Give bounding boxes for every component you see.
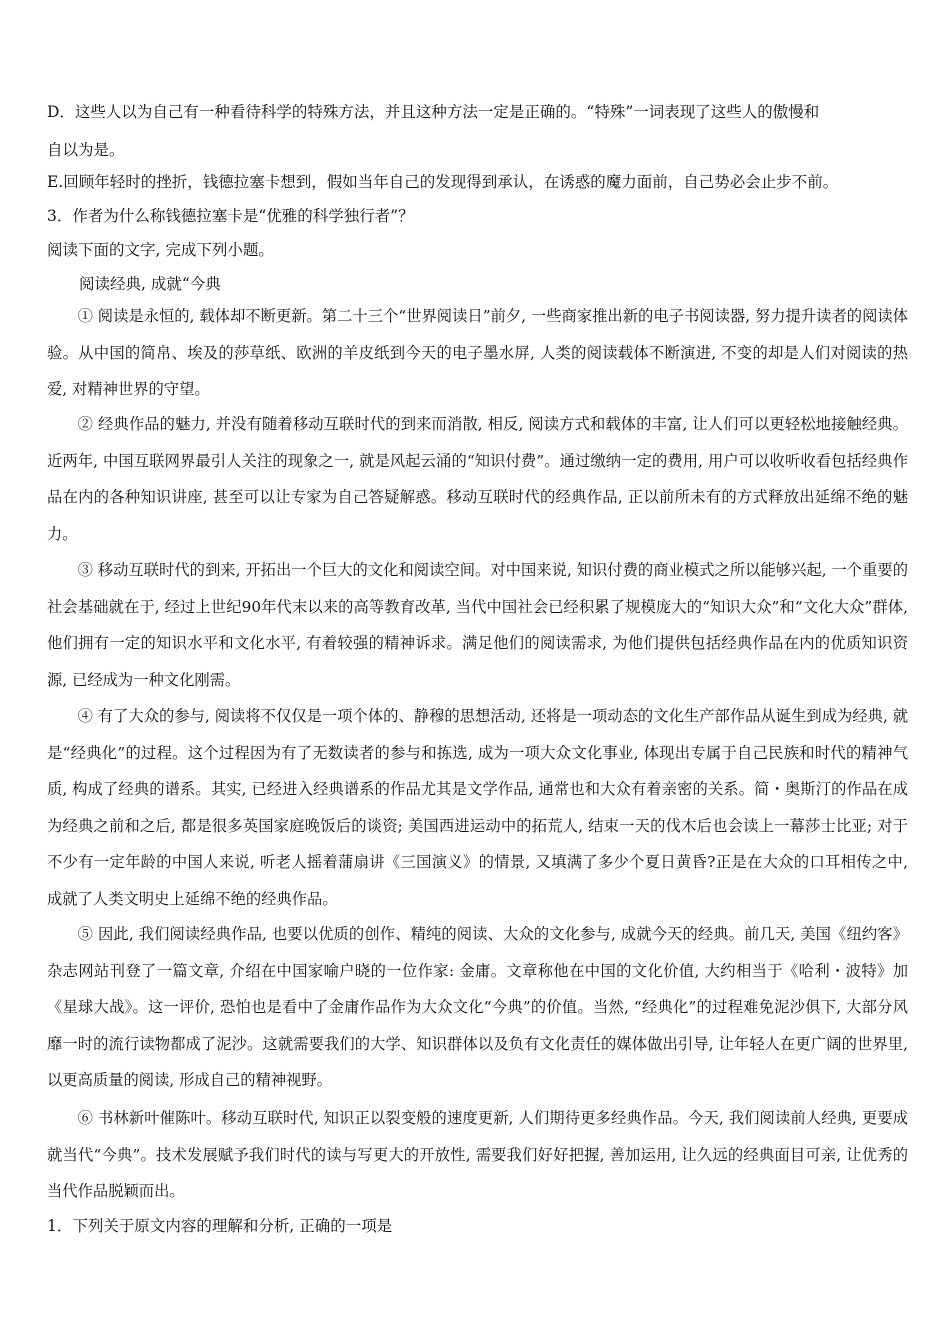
- question-1: 1．下列关于原文内容的理解和分析, 正确的一项是: [47, 1217, 393, 1235]
- article-paragraph-1: ① 阅读是永恒的, 载体却不断更新。第二十三个“世界阅读日”前夕, 一些商家推出新的电子书阅读器, 努力提升读者的阅读体验。从中国的简帛、埃及的莎草纸、欧洲的羊皮纸到今天的电子墨水屏, 人类的阅读载体不断演进, 不变的却是人们对阅读的热爱, 对精神世界的守望。: [47, 307, 908, 399]
- option-d-line-1: D．这些人以为自己有一种看待科学的特殊方法，并且这种方法一定是正确的。“特殊”一词表现了这些人的傲慢和: [47, 103, 820, 121]
- article-paragraph-4: ④ 有了大众的参与, 阅读将不仅仅是一项个体的、静穆的思想活动, 还将是一项动态的文化生产部作品从诞生到成为经典, 就是“经典化”的过程。这个过程因为有了无数读者的参与和拣选, 成为一项大众文化事业, 体现出专属于自己民族和时代的精神气质, 构成了经典的谱系。其实, 已经进入经典谱系的作品尤其是文学作品, 通常也和大众有着亲密的关系。简・奥斯汀的作品在成为经典之前和之后, 都是很多英国家庭晚饭后的谈资; 美国西进运动中的拓荒人, 结束一天的伐木后也会读上一幕莎士比亚; 对于不少有一定年龄的中国人来说, 听老人摇着蒲扇讲《三国演义》的情景, 又填满了多少个夏日黄昏?正是在大众的口耳相传之中, 成就了人类文明史上延绵不绝的经典作品。: [47, 707, 908, 908]
- article-paragraph-6: ⑥ 书林新叶催陈叶。移动互联时代, 知识正以裂变般的速度更新, 人们期待更多经典作品。今天, 我们阅读前人经典, 更要成就当代“今典”。技术发展赋予我们时代的读与写更大的开放性, 需要我们好好把握, 善加运用, 让久远的经典面目可亲, 让优秀的当代作品脱颖而出。: [47, 1109, 908, 1201]
- article-paragraph-5: ⑤ 因此, 我们阅读经典作品, 也要以优质的创作、精纯的阅读、大众的文化参与, 成就今天的经典。前几天, 美国《纽约客》杂志网站刊登了一篇文章, 介绍在中国家喻户晓的一位作家: 金庸。文章称他在中国的文化价值, 大约相当于《哈利・波特》加《星球大战》。这一评价, 恐怕也是看中了金庸作品作为大众文化“今典”的价值。当然, “经典化”的过程难免泥沙俱下, 大部分风靡一时的流行读物都成了泥沙。这就需要我们的大学、知识群体以及负有文化责任的媒体做出引导, 让年轻人在更广阔的世界里, 以更高质量的阅读, 形成自己的精神视野。: [47, 925, 908, 1090]
- option-e: E.回顾年轻时的挫折，钱德拉塞卡想到，假如当年自己的发现得到承认，在诱惑的魔力面前，自己势必会止步不前。: [47, 173, 839, 191]
- article-paragraph-3: ③ 移动互联时代的到来, 开拓出一个巨大的文化和阅读空间。对中国来说, 知识付费的商业模式之所以能够兴起, 一个重要的社会基础就在于, 经过上世纪90年代末以来的高等教育改革, 当代中国社会已经积累了规模庞大的“知识大众”和“文化大众”群体, 他们拥有一定的知识水平和文化水平, 有着较强的精神诉求。满足他们的阅读需求, 为他们提供包括经典作品在内的优质知识资源, 已经成为一种文化刚需。: [47, 561, 908, 689]
- question-3: 3．作者为什么称钱德拉塞卡是“优雅的科学独行者”？: [47, 207, 414, 225]
- option-d-line-2: 自以为是。: [47, 141, 125, 159]
- article-title: 阅读经典, 成就“今典: [79, 275, 221, 293]
- reading-instruction: 阅读下面的文字, 完成下列小题。: [47, 241, 274, 259]
- article-paragraph-2: ② 经典作品的魅力, 并没有随着移动互联时代的到来而消散, 相反, 阅读方式和载体的丰富, 让人们可以更轻松地接触经典。近两年, 中国互联网界最引人关注的现象之一, 就是风起云涌的“知识付费”。通过缴纳一定的费用, 用户可以收听收看包括经典作品在内的各种知识讲座, 甚至可以让专家为自己答疑解惑。移动互联时代的经典作品, 正以前所未有的方式释放出延绵不绝的魅力。: [47, 415, 908, 543]
